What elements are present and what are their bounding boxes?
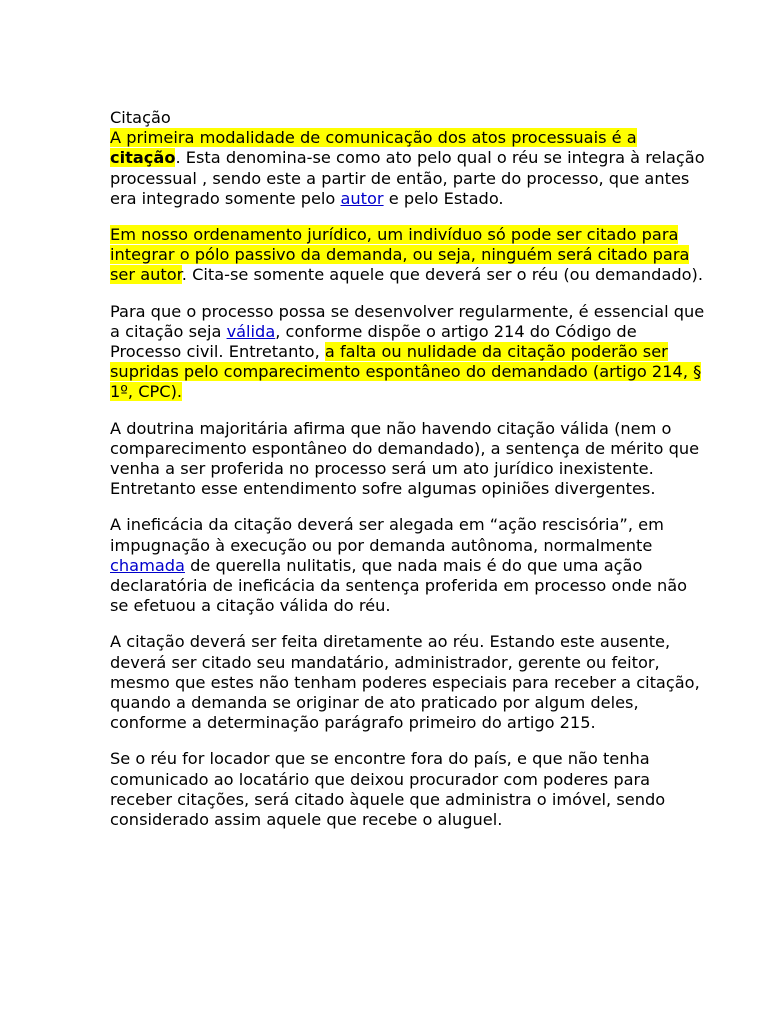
link-chamada[interactable]: chamada bbox=[110, 555, 185, 575]
document-page bbox=[110, 108, 710, 846]
paragraph-2 bbox=[110, 225, 710, 286]
paragraph-text: . Esta denomina-se como ato pelo qual o réu se integra à relação processual , sendo este a partir de então, parte do processo, que antes era integrado somente pelo bbox=[110, 148, 705, 208]
paragraph-7: Se o réu for locador que se encontre fora do país, e que não tenha comunicado ao locatário que deixou procurador com poderes para receber citações, será citado àquele que administra o imóvel, sendo considerado assim aquele que recebe o aluguel. bbox=[110, 749, 666, 830]
paragraph-text: e pelo Estado. bbox=[383, 188, 504, 208]
paragraph-text: de querella nulitatis, que nada mais é do que uma ação declaratória de ineficácia da sentença proferida em processo onde não se efetuou a citação válida do réu. bbox=[110, 555, 688, 616]
highlight-bold-term: citação bbox=[110, 148, 176, 168]
paragraph-text: . Cita-se somente aquele que deverá ser o réu (ou demandado). bbox=[181, 265, 704, 285]
highlighted-text: a falta ou nulidade da citação poderão ser supridas pelo comparecimento espontâneo do demandado (artigo 214, § 1º, CPC). bbox=[110, 342, 702, 402]
document-title: Citação bbox=[110, 108, 171, 127]
highlighted-text: Em nosso ordenamento jurídico, um indivíduo só pode ser citado para integrar o pólo passivo da demanda, ou seja, ninguém será citado para ser autor bbox=[110, 225, 690, 285]
paragraph-4: A doutrina majoritária afirma que não havendo citação válida (nem o comparecimento espontâneo do demandado), a sentença de mérito que venha a ser proferida no processo será um ato jurídico inexistente. Entretanto esse entendimento sofre algumas opiniões divergentes. bbox=[110, 418, 700, 499]
paragraph-5 bbox=[110, 515, 710, 616]
paragraph-text: Para que o processo possa se desenvolver regularmente, é essencial que a citação seja bbox=[110, 301, 705, 341]
paragraph-1 bbox=[110, 128, 710, 209]
paragraph-text: A ineficácia da citação deverá ser alegada em “ação rescisória”, em impugnação à execução ou por demanda autônoma, normalmente bbox=[110, 515, 664, 555]
paragraph-3 bbox=[110, 302, 710, 403]
paragraph-6: A citação deverá ser feita diretamente ao réu. Estando este ausente, deverá ser citado seu mandatário, administrador, gerente ou feitor, mesmo que estes não tenham poderes especiais para receber a citação, quando a demanda se originar de ato praticado por algum deles, conforme a determinação parágrafo primeiro do artigo 215. bbox=[110, 632, 700, 733]
link-valida[interactable]: válida bbox=[226, 321, 276, 341]
highlight-intro: A primeira modalidade de comunicação dos atos processuais é a bbox=[110, 128, 637, 148]
link-autor[interactable]: autor bbox=[340, 188, 384, 208]
paragraph-text: , conforme dispõe o artigo 214 do Código de Processo civil. Entretanto, bbox=[110, 321, 637, 362]
